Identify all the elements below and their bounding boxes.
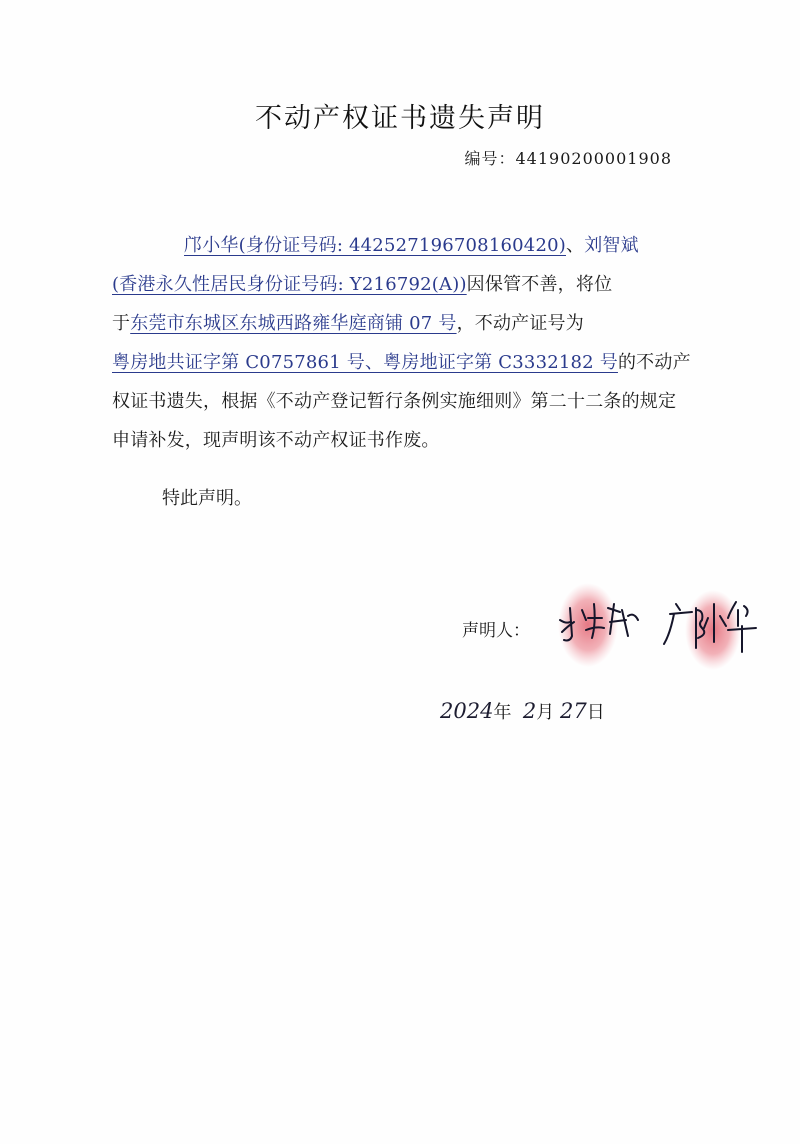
document-title: 不动产权证书遗失声明 (255, 103, 545, 134)
declaration-rest: 的不动产权证书遗失，根据《不动产登记暂行条例实施细则》第二十二条的规定申请补发，现声明该不动产权证书作废。 (112, 352, 691, 451)
declaration-date (440, 698, 605, 724)
date-day: 27 (560, 699, 587, 723)
date-month: 2 (522, 699, 537, 723)
declaration-line (112, 343, 692, 460)
owner-two-id: (香港永久性居民身份证号码: Y216792(A)) (112, 274, 467, 295)
declarant-label: 声明人： (462, 621, 530, 641)
separator: 、 (565, 235, 585, 256)
signature-area (548, 570, 778, 680)
owner-two-name: 刘智斌 (584, 235, 639, 256)
cert-intro-text: ，不动产证号为 (456, 313, 584, 334)
certificate-numbers: 粤房地共证字第 C0757861 号、粤房地证字第 C3332182 号 (112, 352, 618, 373)
declaration-line (112, 265, 692, 304)
date-day-unit: 日 (586, 702, 605, 723)
reason-text: 因保管不善，将位 (466, 274, 613, 295)
date-year-unit: 年 (493, 702, 512, 723)
serial-value: 44190200001908 (515, 149, 672, 168)
declaration-body (112, 226, 692, 460)
owner-one: 邝小华(身份证号码: 442527196708160420) (184, 235, 566, 256)
property-address: 东莞市东城区东城西路雍华庭商铺 07 号 (130, 313, 457, 334)
date-month-unit: 月 (536, 702, 555, 723)
serial-label: 编号： (464, 149, 516, 168)
declaration-paragraph (112, 226, 692, 265)
date-year: 2024 (440, 699, 494, 723)
serial-number (464, 146, 672, 169)
fingerprint-icon (558, 583, 618, 667)
prefix-text: 于 (112, 313, 131, 334)
declaration-line (112, 304, 692, 343)
closing-statement: 特此声明。 (162, 488, 252, 509)
